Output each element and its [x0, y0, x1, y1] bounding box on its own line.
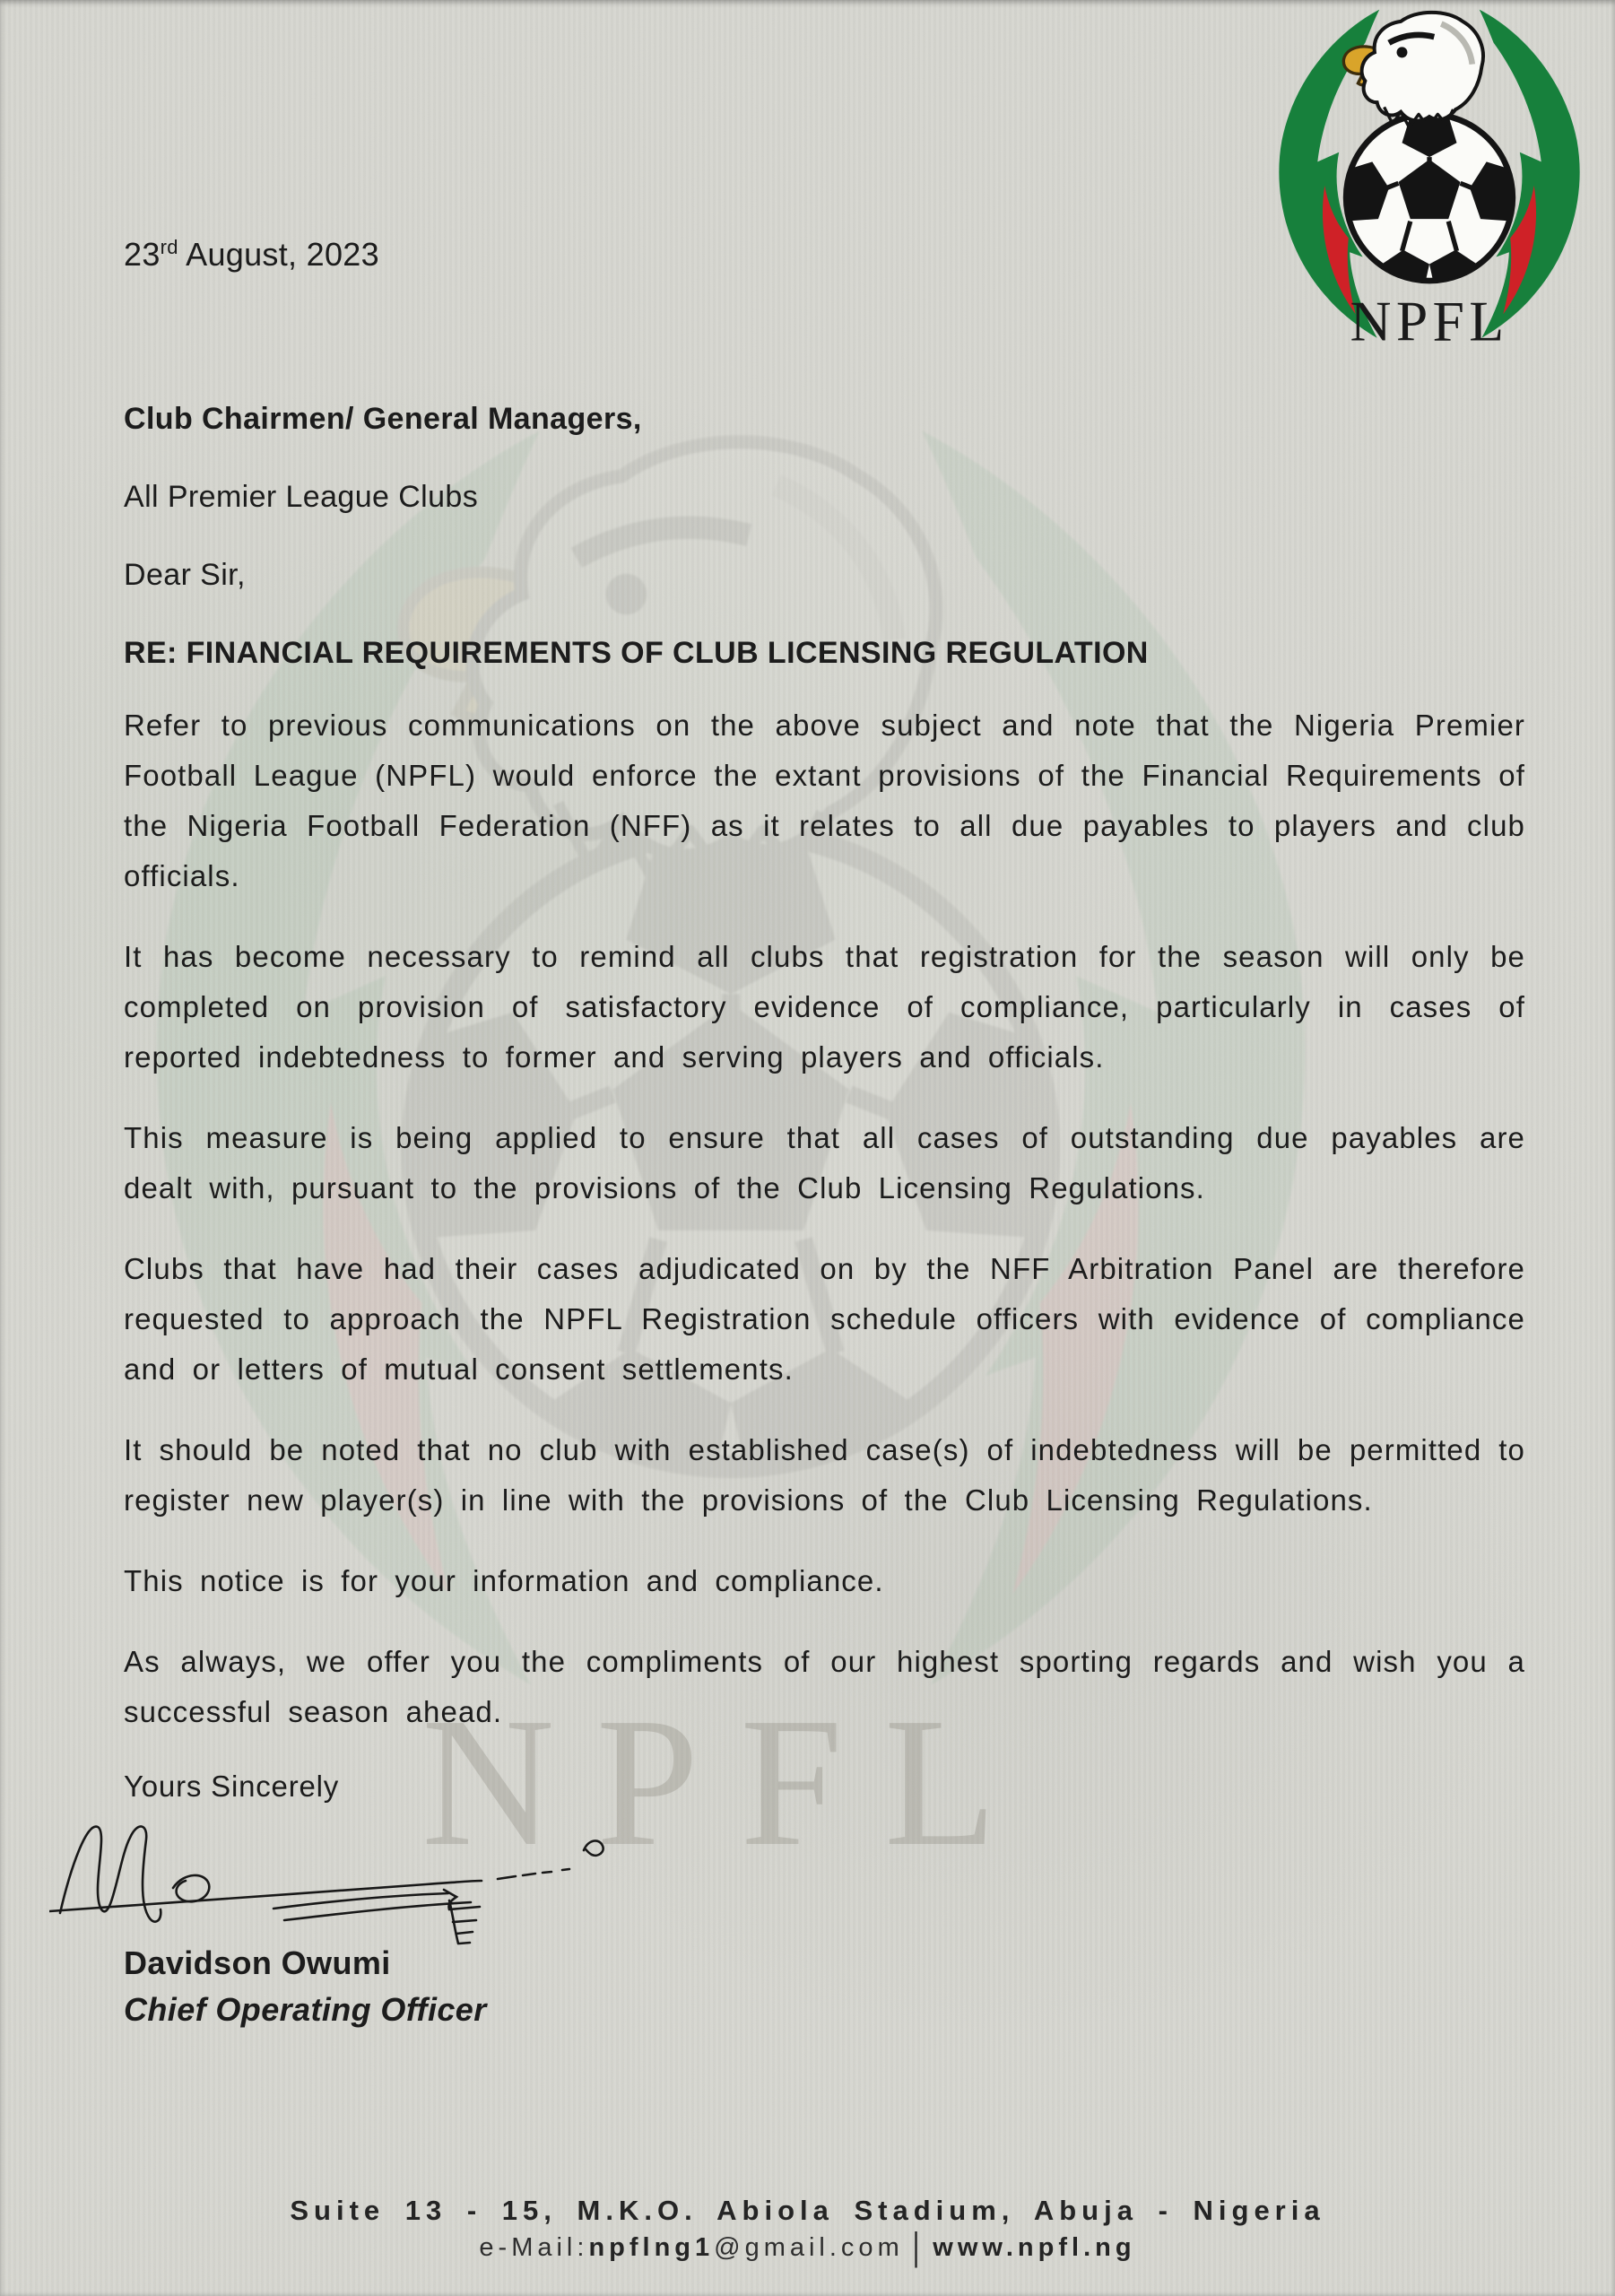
footer-separator: | [912, 2226, 925, 2269]
paragraph-4: Clubs that have had their cases adjudicated on by the NFF Arbitration Panel are therefore requested to approach the NPFL Registration schedule officers with evidence of compliance and or letters of mutual consent settlements. [124, 1252, 1525, 1386]
closing: Yours Sincerely [124, 1770, 340, 1803]
email-label: e-Mail: [479, 2233, 589, 2262]
npfl-logo-text: NPFL [1350, 289, 1509, 348]
email-domain: @gmail.com [714, 2233, 904, 2262]
email-user: npflng1 [588, 2233, 715, 2262]
paragraph-6: This notice is for your information and compliance. [124, 1564, 884, 1597]
paragraph-2: It has become necessary to remind all clubs that registration for the season will only be completed on provision of satisfactory evidence of compliance, particularly in cases of reported indebtedness to former and serving players and officials. [124, 940, 1525, 1074]
paragraph-3: This measure is being applied to ensure that all cases of outstanding due payables are dealt with, pursuant to the provisions of the Club Licensing Regulations. [124, 1121, 1525, 1205]
paragraph-7: As always, we offer you the compliments of our highest sporting regards and wish you a successful season ahead. [124, 1645, 1525, 1728]
letter-date [124, 228, 1525, 274]
recipient-line-1: Club Chairmen/ General Managers, [124, 402, 642, 436]
watermark-text: NPFL [421, 1679, 1038, 1884]
website: www.npfl.ng [933, 2233, 1136, 2262]
paragraph-5: It should be noted that no club with established case(s) of indebtedness will be permitted to register new player(s) in line with the provisions of the Club Licensing Regulations. [124, 1433, 1525, 1517]
signature-block [124, 1814, 1525, 1949]
signatory-name: Davidson Owumi [124, 1944, 391, 1981]
footer-contacts [0, 2226, 1615, 2269]
footer-address: Suite 13 - 15, M.K.O. Abiola Stadium, Abuja - Nigeria [290, 2195, 1325, 2226]
letter-body [124, 0, 1525, 2030]
signature-scribble-icon [49, 1814, 677, 1949]
signatory-title: Chief Operating Officer [124, 1991, 487, 2028]
salutation: Dear Sir, [124, 558, 246, 592]
subject-line: RE: FINANCIAL REQUIREMENTS OF CLUB LICENSING REGULATION [124, 636, 1149, 670]
date-day: 23 [124, 236, 161, 273]
date-rest: August, 2023 [178, 236, 379, 273]
recipient-line-2: All Premier League Clubs [124, 480, 479, 514]
date-ordinal: rd [160, 236, 178, 258]
paragraph-1: Refer to previous communications on the above subject and note that the Nigeria Premier Football League (NPFL) would enforce the extant provisions of the Financial Requirements of the Nigeria Football Federation (NFF) as it relates to all due payables to players and club officials. [124, 709, 1525, 892]
letter-footer [0, 2194, 1615, 2269]
